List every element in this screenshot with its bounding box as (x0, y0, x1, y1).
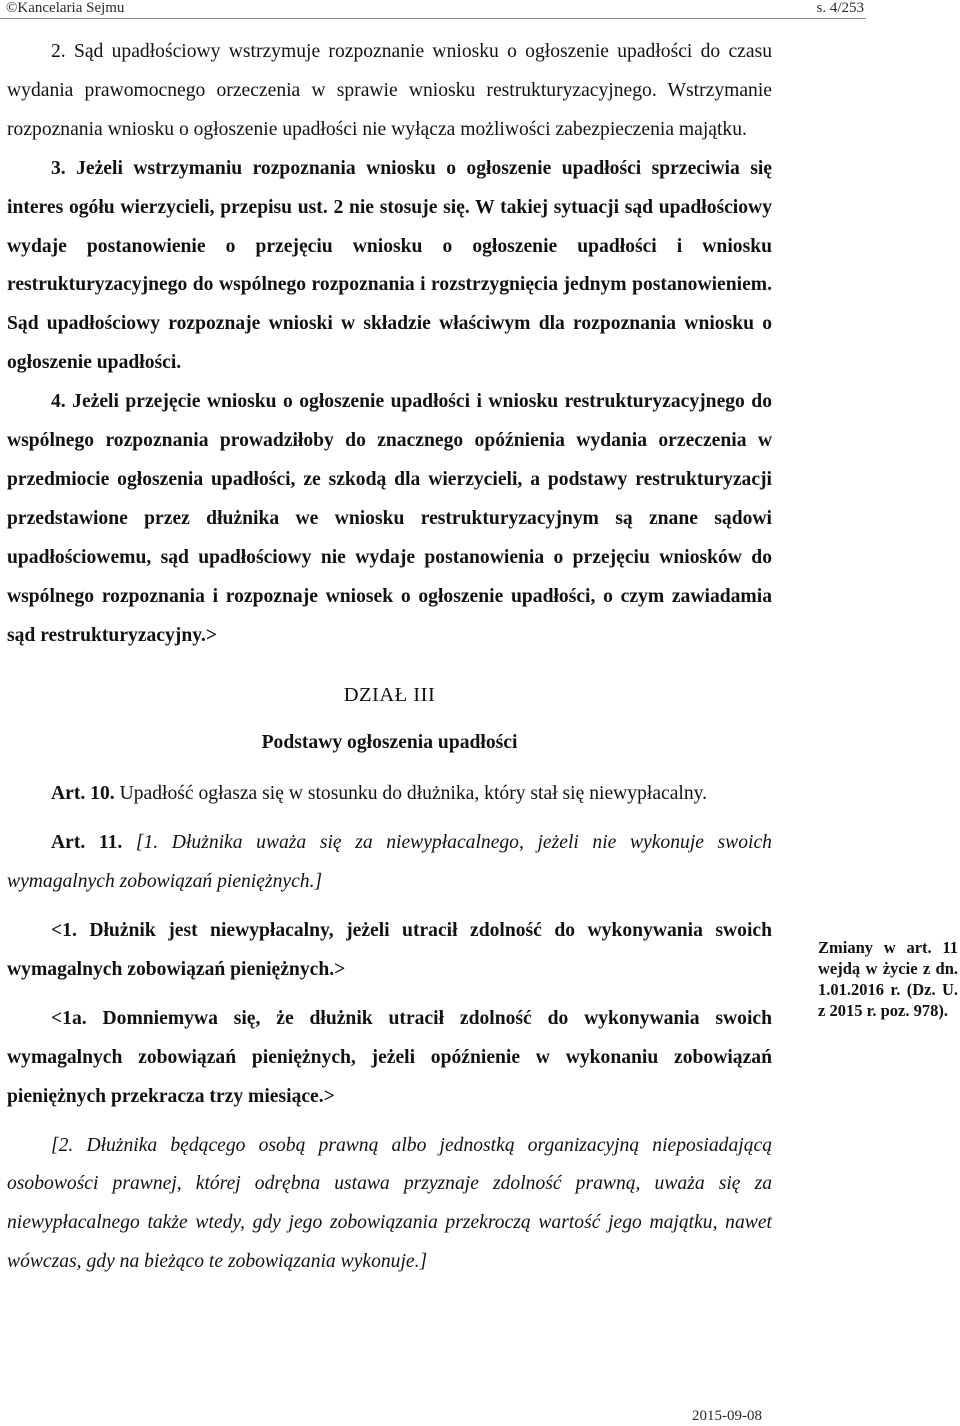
section-title: Podstawy ogłoszenia upadłości (261, 732, 518, 754)
article-11-para-1-old (7, 824, 772, 902)
document-body (7, 33, 772, 1282)
publisher-label: ©Kancelaria Sejmu (6, 0, 125, 16)
article-11-para-1-new: <1. Dłużnik jest niewypłacalny, jeżeli utracił zdolność do wykonywania swoich wymagalnych zobowiązań pieniężnych.> (7, 920, 772, 980)
section-heading: DZIAŁ III (343, 683, 436, 706)
footer-date: 2015-09-08 (692, 1408, 762, 1424)
page-header (0, 0, 960, 20)
article-10-label: Art. 10. (51, 783, 115, 805)
article-10-text: Upadłość ogłasza się w stosunku do dłużnika, który stał się niewypłacalny. (114, 783, 708, 805)
header-divider (0, 18, 866, 19)
paragraph-3: 3. Jeżeli wstrzymaniu rozpoznania wniosku o ogłoszenie upadłości sprzeciwia się interes ogółu wierzycieli, przepisu ust. 2 nie stosuje się. W takiej sytuacji sąd upadłościowy wydaje postanowienie o przejęciu wniosku o ogłoszenie upadłości i wniosku restrukturyzacyjnego do wspólnego rozpoznania i rozstrzygnięcia jednym postanowieniem. Sąd upadłościowy rozpoznaje wnioski w składzie właściwym dla rozpoznania wniosku o ogłoszenie upadłości. (7, 157, 772, 374)
article-11-para-2: [2. Dłużnika będącego osobą prawną albo jednostką organizacyjną nieposiadającą osobowości prawnej, której odrębna ustawa przyznaje zdolność prawną, uważa się za niewypłacalnego także wtedy, gdy jego zobowiązania przekroczą wartość jego majątku, nawet wówczas, gdy na bieżąco te zobowiązania wykonuje.] (7, 1134, 772, 1273)
page-number: s. 4/253 (816, 0, 864, 16)
paragraph-2: 2. Sąd upadłościowy wstrzymuje rozpoznanie wniosku o ogłoszenie upadłości do czasu wydania prawomocnego orzeczenia w sprawie wniosku restrukturyzacyjnego. Wstrzymanie rozpoznania wniosku o ogłoszenie upadłości nie wyłącza możliwości zabezpieczenia majątku. (7, 41, 772, 140)
margin-note: Zmiany w art. 11 wejdą w życie z dn. 1.01.2016 r. (Dz. U. z 2015 r. poz. 978). (818, 938, 958, 1020)
article-10 (7, 775, 772, 814)
article-11-para-1-text: [1. Dłużnika uważa się za niewypłacalnego, jeżeli nie wykonuje swoich wymagalnych zobowiązań pieniężnych.] (7, 832, 772, 893)
article-11-label: Art. 11. (51, 832, 123, 854)
article-11-para-1a: <1a. Domniemywa się, że dłużnik utracił zdolność do wykonywania swoich wymagalnych zobowiązań pieniężnych, jeżeli opóźnienie w wykonaniu zobowiązań pieniężnych przekracza trzy miesiące.> (7, 1007, 772, 1107)
paragraph-4: 4. Jeżeli przejęcie wniosku o ogłoszenie upadłości i wniosku restrukturyzacyjnego do wspólnego rozpoznania prowadziłoby do znacznego opóźnienia wydania orzeczenia w przedmiocie ogłoszenia upadłości, ze szkodą dla wierzycieli, a podstawy restrukturyzacji przedstawione przez dłużnika we wniosku restrukturyzacyjnym są znane sądowi upadłościowemu, sąd upadłościowy nie wydaje postanowienia o przejęciu wniosków do wspólnego rozpoznania i rozpoznaje wniosek o ogłoszenie upadłości, o czym zawiadamia sąd restrukturyzacyjny.> (7, 391, 772, 646)
